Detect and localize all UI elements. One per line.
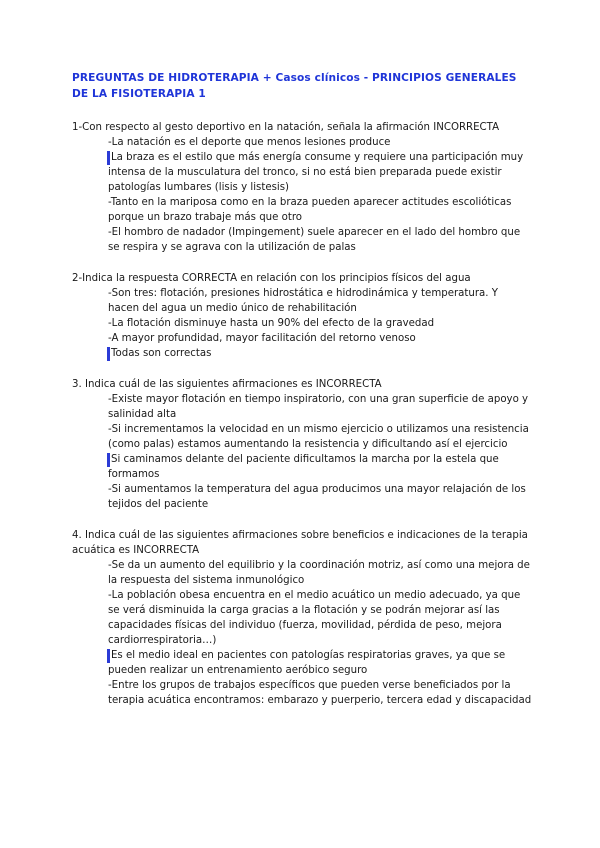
answer-option: -El hombro de nadador (Impingement) suele aparecer en el lado del hombro que se respira y se agrava con la utilización de palas (108, 227, 521, 253)
answer-option: -La natación es el deporte que menos lesiones produce (108, 137, 391, 148)
answer-option-marked: La braza es el estilo que más energía consume y requiere una participación muy intensa de la musculatura del tronco, si no está bien preparada puede existir patologías lumbares (lisis y listesis) (108, 150, 532, 195)
answer-option: -La flotación disminuye hasta un 90% del efecto de la gravedad (108, 318, 435, 329)
question-3 (72, 377, 532, 512)
answer-option: -Entre los grupos de trabajos específicos que pueden verse beneficiados por la terapia acuática encontramos: embarazo y puerperio, tercera edad y discapacidad (108, 680, 532, 706)
question-text: 2-Indica la respuesta CORRECTA en relación con los principios físicos del agua (72, 273, 471, 284)
question-2 (72, 271, 532, 361)
question-text: 1-Con respecto al gesto deportivo en la natación, señala la afirmación INCORRECTA (72, 122, 500, 133)
answer-option-marked: Si caminamos delante del paciente dificultamos la marcha por la estela que formamos (108, 452, 532, 482)
answer-option: -Si incrementamos la velocidad en un mismo ejercicio o utilizamos una resistencia (como palas) estamos aumentando la resistencia y dificultando así el ejercicio (108, 424, 529, 450)
question-4 (72, 528, 532, 708)
answer-option: -Tanto en la mariposa como en la braza pueden aparecer actitudes escolióticas porque un brazo trabaje más que otro (108, 197, 512, 223)
answer-option: -Si aumentamos la temperatura del agua producimos una mayor relajación de los tejidos del paciente (108, 484, 526, 510)
question-text: 4. Indica cuál de las siguientes afirmaciones sobre beneficios e indicaciones de la terapia acuática es INCORRECTA (72, 530, 528, 556)
answer-option: -Se da un aumento del equilibrio y la coordinación motriz, así como una mejora de la respuesta del sistema inmunológico (108, 560, 530, 586)
answer-option: -Existe mayor flotación en tiempo inspiratorio, con una gran superficie de apoyo y salinidad alta (108, 394, 529, 420)
answer-option-marked: Todas son correctas (108, 346, 532, 361)
answer-option: -A mayor profundidad, mayor facilitación del retorno venoso (108, 333, 416, 344)
document-title: PREGUNTAS DE HIDROTERAPIA + Casos clínicos - PRINCIPIOS GENERALES DE LA FISIOTERAPIA 1 (72, 72, 517, 100)
question-text: 3. Indica cuál de las siguientes afirmaciones es INCORRECTA (72, 379, 382, 390)
answer-option-marked: Es el medio ideal en pacientes con patologías respiratorias graves, ya que se pueden realizar un entrenamiento aeróbico seguro (108, 648, 532, 678)
question-1 (72, 120, 532, 255)
answer-option: -La población obesa encuentra en el medio acuático un medio adecuado, ya que se verá disminuida la carga gracias a la flotación y se podrán mejorar así las capacidades físicas del individuo (fuerza, movilidad, pérdida de peso, mejora cardiorrespiratoria…) (108, 590, 521, 646)
answer-option: -Son tres: flotación, presiones hidrostática e hidrodinámica y temperatura. Y hacen del agua un medio único de rehabilitación (108, 288, 498, 314)
